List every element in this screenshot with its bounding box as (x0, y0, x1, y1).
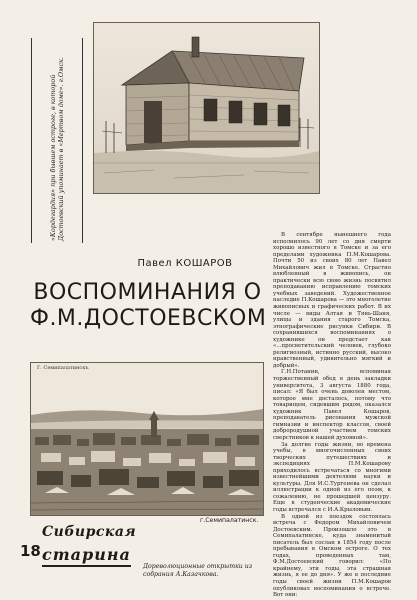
top-caption-text: «Кордегардия» при бывшем остроге, в которой Достоевский упоминает в «Мертвом доме». г.Омск. (48, 56, 65, 241)
paragraph: В одной из поездок состоялась встреча с Федором Михайловичем Достоевским. Произошло это в Семипалатинске, куда знаменитый писатель был сослан в 1854 году после пребывания в Омском остроге. О тех годах, проведенных там, Ф.М.Достоевский говорил: «По крайнему, эти годы, эта страшная жизнь, я ее до дня». У же в последние годы своей жизни П.М.Кошаров опубликовал воспоминания о встрече. Вот они: (273, 513, 391, 599)
paragraph: В сентябре нынешнего года исполнилось 90 лет со дня смерти хорошо известного в Томске и за его пределами художника П.М.Кошарова. Почти 50 из своих 80 лет Павел Михайлович жил в Томске. Страстно влюбленный в живопись, он практически всю свою жизнь посвятил преподаванию исправлению томских учебных заведений. Художественное наследие П.Кошарова — это многолетие живописных и графических работ. В их числе — виды Алтая и Тянь-Шаня, улицы и здания старого Томска, этнографические рисунки Сибири. В сохранившихся воспоминаниях о художнике он предстает как «...просветительский человек, глубоко религиозный, истинно русский, высоко нравственный, удивительно мягкий и добрый». (273, 232, 391, 369)
title-line-2: Ф.М.ДОСТОЕВСКОМ (30, 306, 267, 331)
logo-line-1: Сибирская (42, 524, 137, 540)
page-number: 18 (20, 542, 41, 560)
article-text-column (273, 232, 391, 599)
paragraph: За долгие годы жизни, во времена учебы, в многочисленных своих творческих путешествиях и экспедициях П.М.Кошарову приходилось встречаться со многими известнейшими деятелями науки и культуры. Для И.С.Тургенева он сделал иллюстрации к одной из его поэм, к сожалению, не прошедшей цензуру. Еще в студенческие академические годы встречался с И.А.Крыловым. (273, 441, 391, 513)
paragraph: Г.Н.Потанин, вспоминая торжественный обед в день закладки университета, 3 августа 1880 года, писал: «Я был очень доволен местом, которое мне досталось, потому что товарищем, сидевшим рядом, оказался художник Павел Кошаров, преподаватель рисования мужской гимназии и инспектор классов, своей доброродушной участием томских сверстников к нашей духовной». (273, 369, 391, 441)
postcards-caption: Дореволюционные открытки из собрания А.Казачкова. (143, 563, 253, 578)
postcard-label: Г. Семипалатинскъ (37, 365, 89, 371)
article-title (30, 280, 265, 332)
magazine-logo (20, 520, 137, 580)
photo-caption-vertical (31, 38, 83, 243)
guardhouse-drawing (94, 23, 319, 193)
logo-line-2: старина (42, 545, 131, 567)
panorama-drawing (31, 363, 263, 515)
title-line-1: ВОСПОМИНАНИЯ О (33, 280, 262, 305)
guardhouse-illustration (93, 22, 320, 194)
city-caption: г.Семипалатинск. (200, 517, 259, 524)
semipalatinsk-panorama (30, 362, 264, 516)
author-name: Павел КОШАРОВ (137, 258, 233, 269)
